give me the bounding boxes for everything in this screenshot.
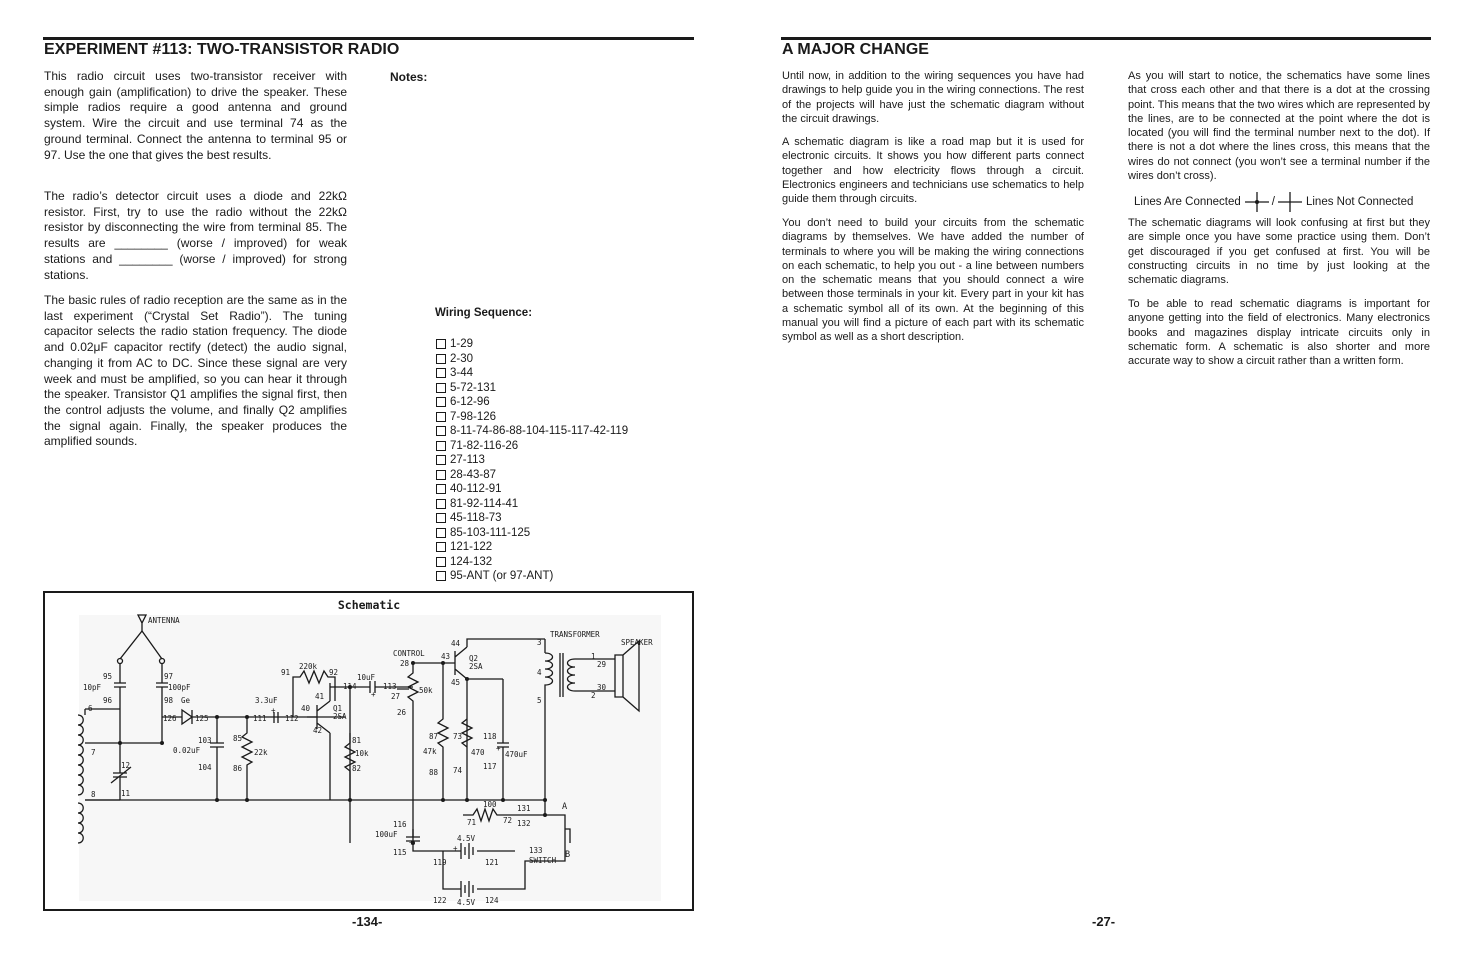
svg-text:73: 73	[453, 732, 463, 741]
left-title-rule	[43, 37, 694, 40]
svg-text:26: 26	[397, 708, 407, 717]
crossing-lines-icon	[1277, 191, 1303, 213]
svg-text:A: A	[562, 802, 568, 812]
svg-text:124: 124	[485, 896, 499, 905]
svg-text:27: 27	[391, 692, 401, 701]
wiring-step[interactable]: 3-44	[436, 366, 628, 381]
lines-legend	[1134, 191, 1413, 213]
svg-text:2SA: 2SA	[469, 662, 483, 671]
svg-text:72: 72	[503, 816, 513, 825]
svg-text:+: +	[453, 844, 458, 853]
section-title: A MAJOR CHANGE	[782, 41, 929, 58]
checkbox[interactable]	[436, 470, 446, 480]
svg-text:8: 8	[91, 790, 96, 799]
transformer-label: TRANSFORMER	[550, 630, 600, 639]
checkbox[interactable]	[436, 397, 446, 407]
svg-text:10k: 10k	[355, 749, 369, 758]
svg-text:11: 11	[121, 789, 131, 798]
svg-text:+: +	[409, 838, 414, 847]
switch-label: SWITCH	[529, 856, 557, 865]
checkbox[interactable]	[436, 455, 446, 465]
wiring-sequence-list	[436, 337, 628, 584]
svg-text:131: 131	[517, 804, 531, 813]
svg-text:116: 116	[393, 820, 407, 829]
svg-text:44: 44	[451, 639, 461, 648]
checkbox[interactable]	[436, 499, 446, 509]
svg-text:92: 92	[329, 668, 339, 677]
checkbox[interactable]	[436, 339, 446, 349]
svg-text:B: B	[565, 850, 571, 860]
svg-text:71: 71	[467, 818, 477, 827]
svg-text:47k: 47k	[423, 747, 437, 756]
svg-text:30: 30	[597, 683, 607, 692]
crossing-lines-paragraph: As you will start to notice, the schematics have some lines that cross each other and that there is a dot at the crossing point. This means that the two wires which are represented by the lines, are to be connected at the point where the dot is located (you will find the terminal number next to the dot). If there is not a dot where the lines cross, this means that the wires do not connect (you won’t see a terminal number if the wires don’t cross).	[1128, 70, 1430, 183]
wiring-step[interactable]: 27-113	[436, 453, 628, 468]
diode-label: Ge	[181, 696, 191, 705]
svg-text:2SA: 2SA	[333, 712, 347, 721]
svg-text:96: 96	[103, 696, 113, 705]
svg-text:470: 470	[471, 748, 485, 757]
svg-text:85: 85	[233, 734, 243, 743]
schematic-diagram	[45, 593, 692, 909]
svg-text:97: 97	[164, 672, 174, 681]
svg-text:10uF: 10uF	[357, 673, 376, 682]
wiring-step[interactable]: 28-43-87	[436, 468, 628, 483]
svg-text:50k: 50k	[419, 686, 433, 695]
speaker-label: SPEAKER	[621, 638, 653, 647]
svg-text:+: +	[371, 690, 376, 699]
svg-text:22k: 22k	[254, 748, 268, 757]
svg-text:220k: 220k	[299, 662, 318, 671]
wiring-step[interactable]: 8-11-74-86-88-104-115-117-42-119	[436, 424, 628, 439]
svg-text:98: 98	[164, 696, 174, 705]
svg-text:125: 125	[195, 714, 209, 723]
svg-text:Q2: Q2	[469, 654, 479, 663]
right-title-rule	[781, 37, 1431, 40]
wiring-step[interactable]: 7-98-126	[436, 410, 628, 425]
control-label: CONTROL	[393, 649, 425, 658]
svg-text:12: 12	[121, 761, 131, 770]
svg-text:81: 81	[352, 736, 362, 745]
svg-text:119: 119	[433, 858, 447, 867]
svg-text:82: 82	[352, 764, 362, 773]
lines-not-connected-label: Lines Not Connected	[1305, 196, 1414, 208]
svg-text:121: 121	[485, 858, 499, 867]
svg-text:112: 112	[285, 714, 299, 723]
wiring-step[interactable]: 121-122	[436, 540, 628, 555]
checkbox[interactable]	[436, 557, 446, 567]
svg-text:29: 29	[597, 660, 607, 669]
intro-col1-paragraph: Until now, in addition to the wiring sequences you have had drawings to help guide you in the wiring connections. The rest of the projects will have just the schematic diagram without the circuit drawings.	[782, 70, 1084, 125]
connected-junction-icon	[1244, 191, 1270, 213]
checkbox[interactable]	[436, 383, 446, 393]
confusing-paragraph: The schematic diagrams will look confusing at first but they are simple once you have some practice using them. Don’t get discouraged if you get confused at first. You will be constructing circuits in no time by just looking at the schematic diagrams.	[1128, 217, 1430, 287]
wiring-step[interactable]: 81-92-114-41	[436, 497, 628, 512]
wiring-step[interactable]: 71-82-116-26	[436, 439, 628, 454]
svg-text:86: 86	[233, 764, 243, 773]
svg-text:43: 43	[441, 652, 451, 661]
svg-text:0.02uF: 0.02uF	[173, 746, 201, 755]
svg-text:87: 87	[429, 732, 439, 741]
svg-text:133: 133	[529, 846, 543, 855]
wiring-step[interactable]: 85-103-111-125	[436, 526, 628, 541]
terminals-paragraph: You don’t need to build your circuits from the schematic diagrams by themselves. We have added the number of terminals to where you will be making the wiring connections on each schematic, to help you out - a line between numbers on the schematic means that you should connect a wire between those terminals in your kit. Every part in your kit has a schematic symbol all of its own. At the beginning of this manual you will find a picture of each part with its schematic symbol as well as a short description.	[782, 217, 1084, 344]
svg-text:28: 28	[400, 659, 410, 668]
checkbox[interactable]	[436, 441, 446, 451]
wiring-step[interactable]: 124-132	[436, 555, 628, 570]
svg-text:2: 2	[591, 691, 596, 700]
svg-text:Q1: Q1	[333, 704, 343, 713]
svg-text:104: 104	[198, 763, 212, 772]
svg-text:3: 3	[537, 638, 542, 647]
checkbox[interactable]	[436, 513, 446, 523]
svg-text:6: 6	[88, 704, 93, 713]
svg-text:4.5V: 4.5V	[457, 898, 476, 907]
svg-text:118: 118	[483, 732, 497, 741]
svg-text:74: 74	[453, 766, 463, 775]
svg-text:115: 115	[393, 848, 407, 857]
svg-text:100uF: 100uF	[375, 830, 398, 839]
reception-paragraph: The basic rules of radio reception are the same as in the last experiment (“Crystal Set Radio”). The tuning capacitor selects the radio station frequency. The diode and 0.02μF capacitor rectify (detect) the audio signal, changing it from AC to DC. Since these signal are very week and must be amplified, so you can hear it through the speaker. Transistor Q1 amplifies the signal first, then the control adjusts the volume, and finally Q2 amplifies the signal again. Finally, the speaker produces the amplified sounds.	[44, 293, 347, 449]
svg-text:+: +	[496, 744, 501, 753]
importance-paragraph: To be able to read schematic diagrams is important for anyone getting into the field of electronics. Many electronics books and magazines display intricate circuits only in schematic form. A schematic is also shorter and more accurate way to show a circuit rather than a written form.	[1128, 298, 1430, 368]
svg-text:100: 100	[483, 800, 497, 809]
svg-text:4: 4	[537, 668, 542, 677]
svg-text:1: 1	[591, 652, 596, 661]
notes-label: Notes:	[390, 70, 428, 84]
svg-text:+: +	[271, 706, 276, 715]
checkbox[interactable]	[436, 542, 446, 552]
wiring-step[interactable]: 45-118-73	[436, 511, 628, 526]
wiring-step[interactable]: 40-112-91	[436, 482, 628, 497]
svg-text:103: 103	[198, 736, 212, 745]
svg-text:117: 117	[483, 762, 497, 771]
schematic-title: Schematic	[337, 598, 401, 612]
wiring-step[interactable]: 95-ANT (or 97-ANT)	[436, 569, 628, 584]
checkbox[interactable]	[436, 368, 446, 378]
svg-text:40: 40	[301, 704, 311, 713]
intro-paragraph: This radio circuit uses two-transistor receiver with enough gain (amplification) to drive the speaker. These simple radios require a good antenna and ground system. Wire the circuit and use terminal 74 as the ground terminal. Connect the antenna to terminal 95 or 97. Use the one that gives the best results.	[44, 69, 347, 162]
svg-text:122: 122	[433, 896, 447, 905]
checkbox[interactable]	[436, 426, 446, 436]
wiring-sequence-label: Wiring Sequence:	[435, 307, 533, 319]
checkbox[interactable]	[436, 484, 446, 494]
capacitor-10pf-label: 10pF	[83, 683, 102, 692]
svg-text:3.3uF: 3.3uF	[255, 696, 278, 705]
svg-text:111: 111	[253, 714, 267, 723]
left-page-number: -134-	[352, 914, 383, 929]
lines-connected-label: Lines Are Connected	[1134, 196, 1241, 208]
svg-text:42: 42	[313, 726, 323, 735]
right-page-number: -27-	[1092, 914, 1116, 929]
svg-text:126: 126	[163, 714, 177, 723]
svg-text:95: 95	[103, 672, 113, 681]
checkbox[interactable]	[436, 412, 446, 422]
detector-paragraph: The radio’s detector circuit uses a diode and 22kΩ resistor. First, try to use the radio without the 22kΩ resistor by disconnecting the wire from terminal 85. The results are ________ (worse / improved) for weak stations and ________ (worse / improved) for strong stations.	[44, 189, 347, 282]
checkbox[interactable]	[436, 528, 446, 538]
wiring-step[interactable]: 5-72-131	[436, 381, 628, 396]
svg-text:88: 88	[429, 768, 439, 777]
antenna-label: ANTENNA	[148, 616, 180, 625]
roadmap-paragraph: A schematic diagram is like a road map but it is used for electronic circuits. It shows you how different parts connect together and how electricity flows through a circuit. Electronics engineers and technicians use schematics to help guide them through circuits.	[782, 136, 1084, 206]
svg-text:41: 41	[315, 692, 325, 701]
lines-separator: /	[1271, 196, 1275, 208]
wiring-step[interactable]: 2-30	[436, 352, 628, 367]
svg-text:470uF: 470uF	[505, 750, 528, 759]
svg-text:114: 114	[343, 682, 357, 691]
schematic-frame	[43, 591, 694, 911]
svg-text:45: 45	[451, 678, 461, 687]
svg-text:132: 132	[517, 819, 531, 828]
checkbox[interactable]	[436, 354, 446, 364]
svg-text:7: 7	[91, 748, 96, 757]
experiment-title: EXPERIMENT #113: TWO-TRANSISTOR RADIO	[44, 41, 400, 58]
wiring-step[interactable]: 1-29	[436, 337, 628, 352]
svg-text:113: 113	[383, 682, 397, 691]
svg-text:4.5V: 4.5V	[457, 834, 476, 843]
checkbox[interactable]	[436, 571, 446, 581]
svg-text:5: 5	[537, 696, 542, 705]
wiring-step[interactable]: 6-12-96	[436, 395, 628, 410]
svg-text:91: 91	[281, 668, 291, 677]
svg-text:100pF: 100pF	[168, 683, 191, 692]
